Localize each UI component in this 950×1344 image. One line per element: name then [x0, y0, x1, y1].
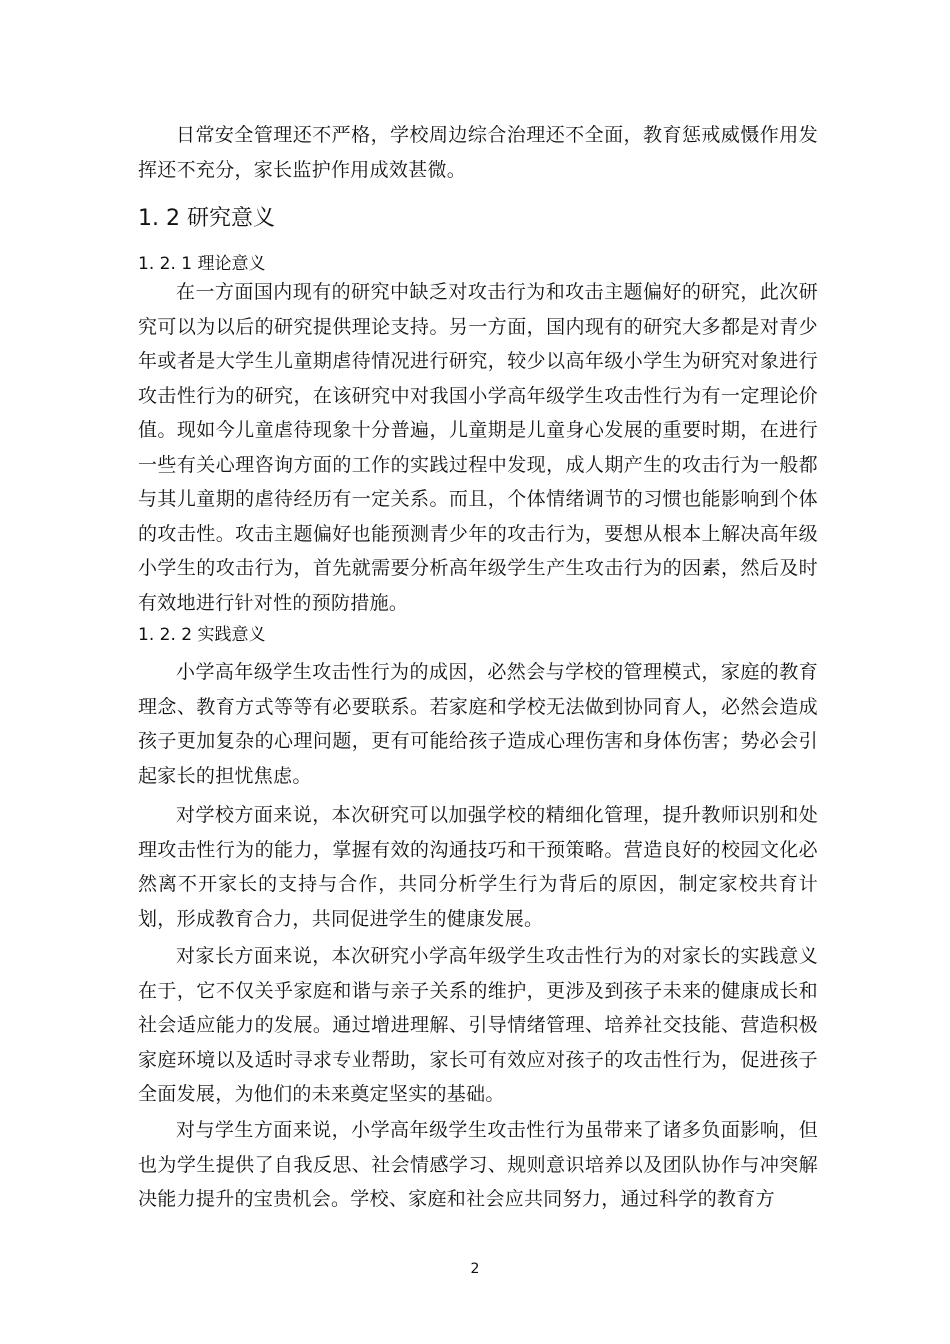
practice-paragraph-2: 对学校方面来说，本次研究可以加强学校的精细化管理，提升教师识别和处理攻击性行为的能力，掌握有效的沟通技巧和干预策略。营造良好的校园文化必然离不开家长的支持与合作，共同分析学生行为背后的原因，制定家校共育计划，形成教育合力，共同促进学生的健康发展。	[138, 804, 818, 930]
subsection-practice-heading: 1. 2. 2 实践意义	[138, 625, 266, 645]
theory-paragraph: 在一方面国内现有的研究中缺乏对攻击行为和攻击主题偏好的研究，此次研究可以为以后的研究提供理论支持。另一方面，国内现有的研究大多都是对青少年或者是大学生儿童期虐待情况进行研究，较少以高年级小学生为研究对象进行攻击性行为的研究，在该研究中对我国小学高年级学生攻击性行为有一定理论价值。现如今儿童虐待现象十分普遍，儿童期是儿童身心发展的重要时期，在进行一些有关心理咨询方面的工作的实践过程中发现，成人期产生的攻击行为一般都与其儿童期的虐待经历有一定关系。而且，个体情绪调节的习惯也能影响到个体的攻击性。攻击主题偏好也能预测青少年的攻击行为，要想从根本上解决高年级小学生的攻击行为，首先就需要分析高年级学生产生攻击行为的因素，然后及时有效地进行针对性的预防措施。	[138, 281, 818, 614]
practice-paragraph-1: 小学高年级学生攻击性行为的成因，必然会与学校的管理模式，家庭的教育理念、教育方式等等有必要联系。若家庭和学校无法做到协同育人，必然会造成孩子更加复杂的心理问题，更有可能给孩子造成心理伤害和身体伤害；势必会引起家长的担忧焦虑。	[138, 661, 818, 787]
intro-paragraph: 日常安全管理还不严格，学校周边综合治理还不全面，教育惩戒威慑作用发挥还不充分，家长监护作用成效甚微。	[138, 124, 818, 181]
subsection-theory-heading: 1. 2. 1 理论意义	[138, 254, 266, 274]
practice-paragraph-3: 对家长方面来说，本次研究小学高年级学生攻击性行为的对家长的实践意义在于，它不仅关乎家庭和谐与亲子关系的维护，更涉及到孩子未来的健康成长和社会适应能力的发展。通过增进理解、引导情绪管理、培养社交技能、营造积极家庭环境以及适时寻求专业帮助，家长可有效应对孩子的攻击性行为，促进孩子全面发展，为他们的未来奠定坚实的基础。	[138, 945, 818, 1105]
practice-paragraph-4: 对与学生方面来说，小学高年级学生攻击性行为虽带来了诸多负面影响，但也为学生提供了自我反思、社会情感学习、规则意识培养以及团队协作与冲突解决能力提升的宝贵机会。学校、家庭和社会应共同努力，通过科学的教育方	[138, 1119, 818, 1210]
section-heading: 1. 2 研究意义	[138, 206, 275, 231]
page-number: 2	[470, 1261, 480, 1277]
